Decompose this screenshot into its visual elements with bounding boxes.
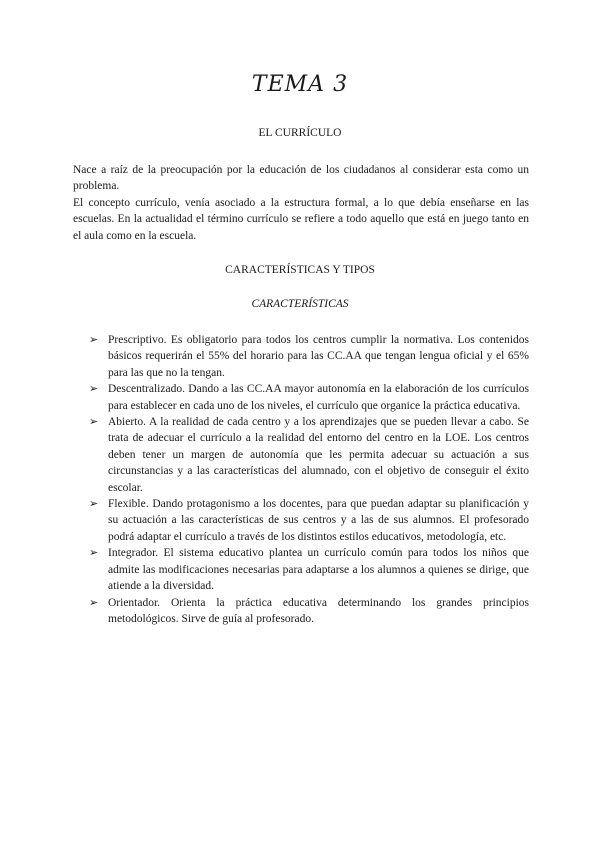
list-item [89,414,529,496]
list-item [89,381,529,414]
characteristics-list [89,332,529,627]
arrow-bullet-icon: ➢ [89,415,99,429]
list-item-text: Prescriptivo. Es obligatorio para todos los centros cumplir la normativa. Los contenidos básicos requerirán el 55% del horario para las CC.AA que tengan lengua oficial y el 65% para las que no la tengan. [108,334,529,379]
list-item [89,496,529,545]
intro-text [73,162,529,244]
section-heading: CARACTERÍSTICAS Y TIPOS [225,264,375,276]
arrow-bullet-icon: ➢ [89,595,99,609]
list-item [89,332,529,381]
arrow-bullet-icon: ➢ [89,546,99,560]
page-title: TEMA 3 [251,72,349,97]
arrow-bullet-icon: ➢ [89,382,99,396]
list-item-text: Flexible. Dando protagonismo a los docentes, para que puedan adaptar su planificación y su actuación a las características de sus centros y a las de sus alumnos. El profesorado podrá adaptar el currículo a través de los distintos estilos educativos, metodología, etc. [108,498,529,543]
list-item [89,545,529,594]
list-item [89,595,529,628]
arrow-bullet-icon: ➢ [89,333,99,346]
intro-paragraph: El concepto currículo, venía asociado a la estructura formal, a lo que debía enseñarse en las escuelas. En la actualidad el término currículo se refiere a todo aquello que está en juego tanto en el aula como en la escuela. [73,196,529,242]
document-subtitle: EL CURRÍCULO [258,127,342,139]
subsection-heading: CARACTERÍSTICAS [251,298,349,310]
intro-paragraph: Nace a raíz de la preocupación por la educación de los ciudadanos al considerar esta como un problema. [73,164,529,193]
list-item-text: Abierto. A la realidad de cada centro y a los aprendizajes que se pueden llevar a cabo. Se trata de adecuar el currículo a la realidad del entorno del centro en la LOE. Los centros deben tener un margen de autonomía que les permita adecuar su actuación a sus circunstancias y a las características del alumnado, con el objetivo de conseguir el éxito escolar. [108,416,529,494]
list-item-text: Integrador. El sistema educativo plantea un currículo común para todos los niños que admite las modificaciones necesarias para adaptarse a los alumnos a quienes se dirige, que atiende a la diversidad. [108,547,529,593]
arrow-bullet-icon: ➢ [89,497,99,511]
list-item-text: Orientador. Orienta la práctica educativa determinando los grandes principios metodológicos. Sirve de guía al profesorado. [108,596,529,625]
list-item-text: Descentralizado. Dando a las CC.AA mayor autonomía en la elaboración de los currículos para establecer en cada uno de los niveles, el currículo que organice la práctica educativa. [108,383,529,412]
